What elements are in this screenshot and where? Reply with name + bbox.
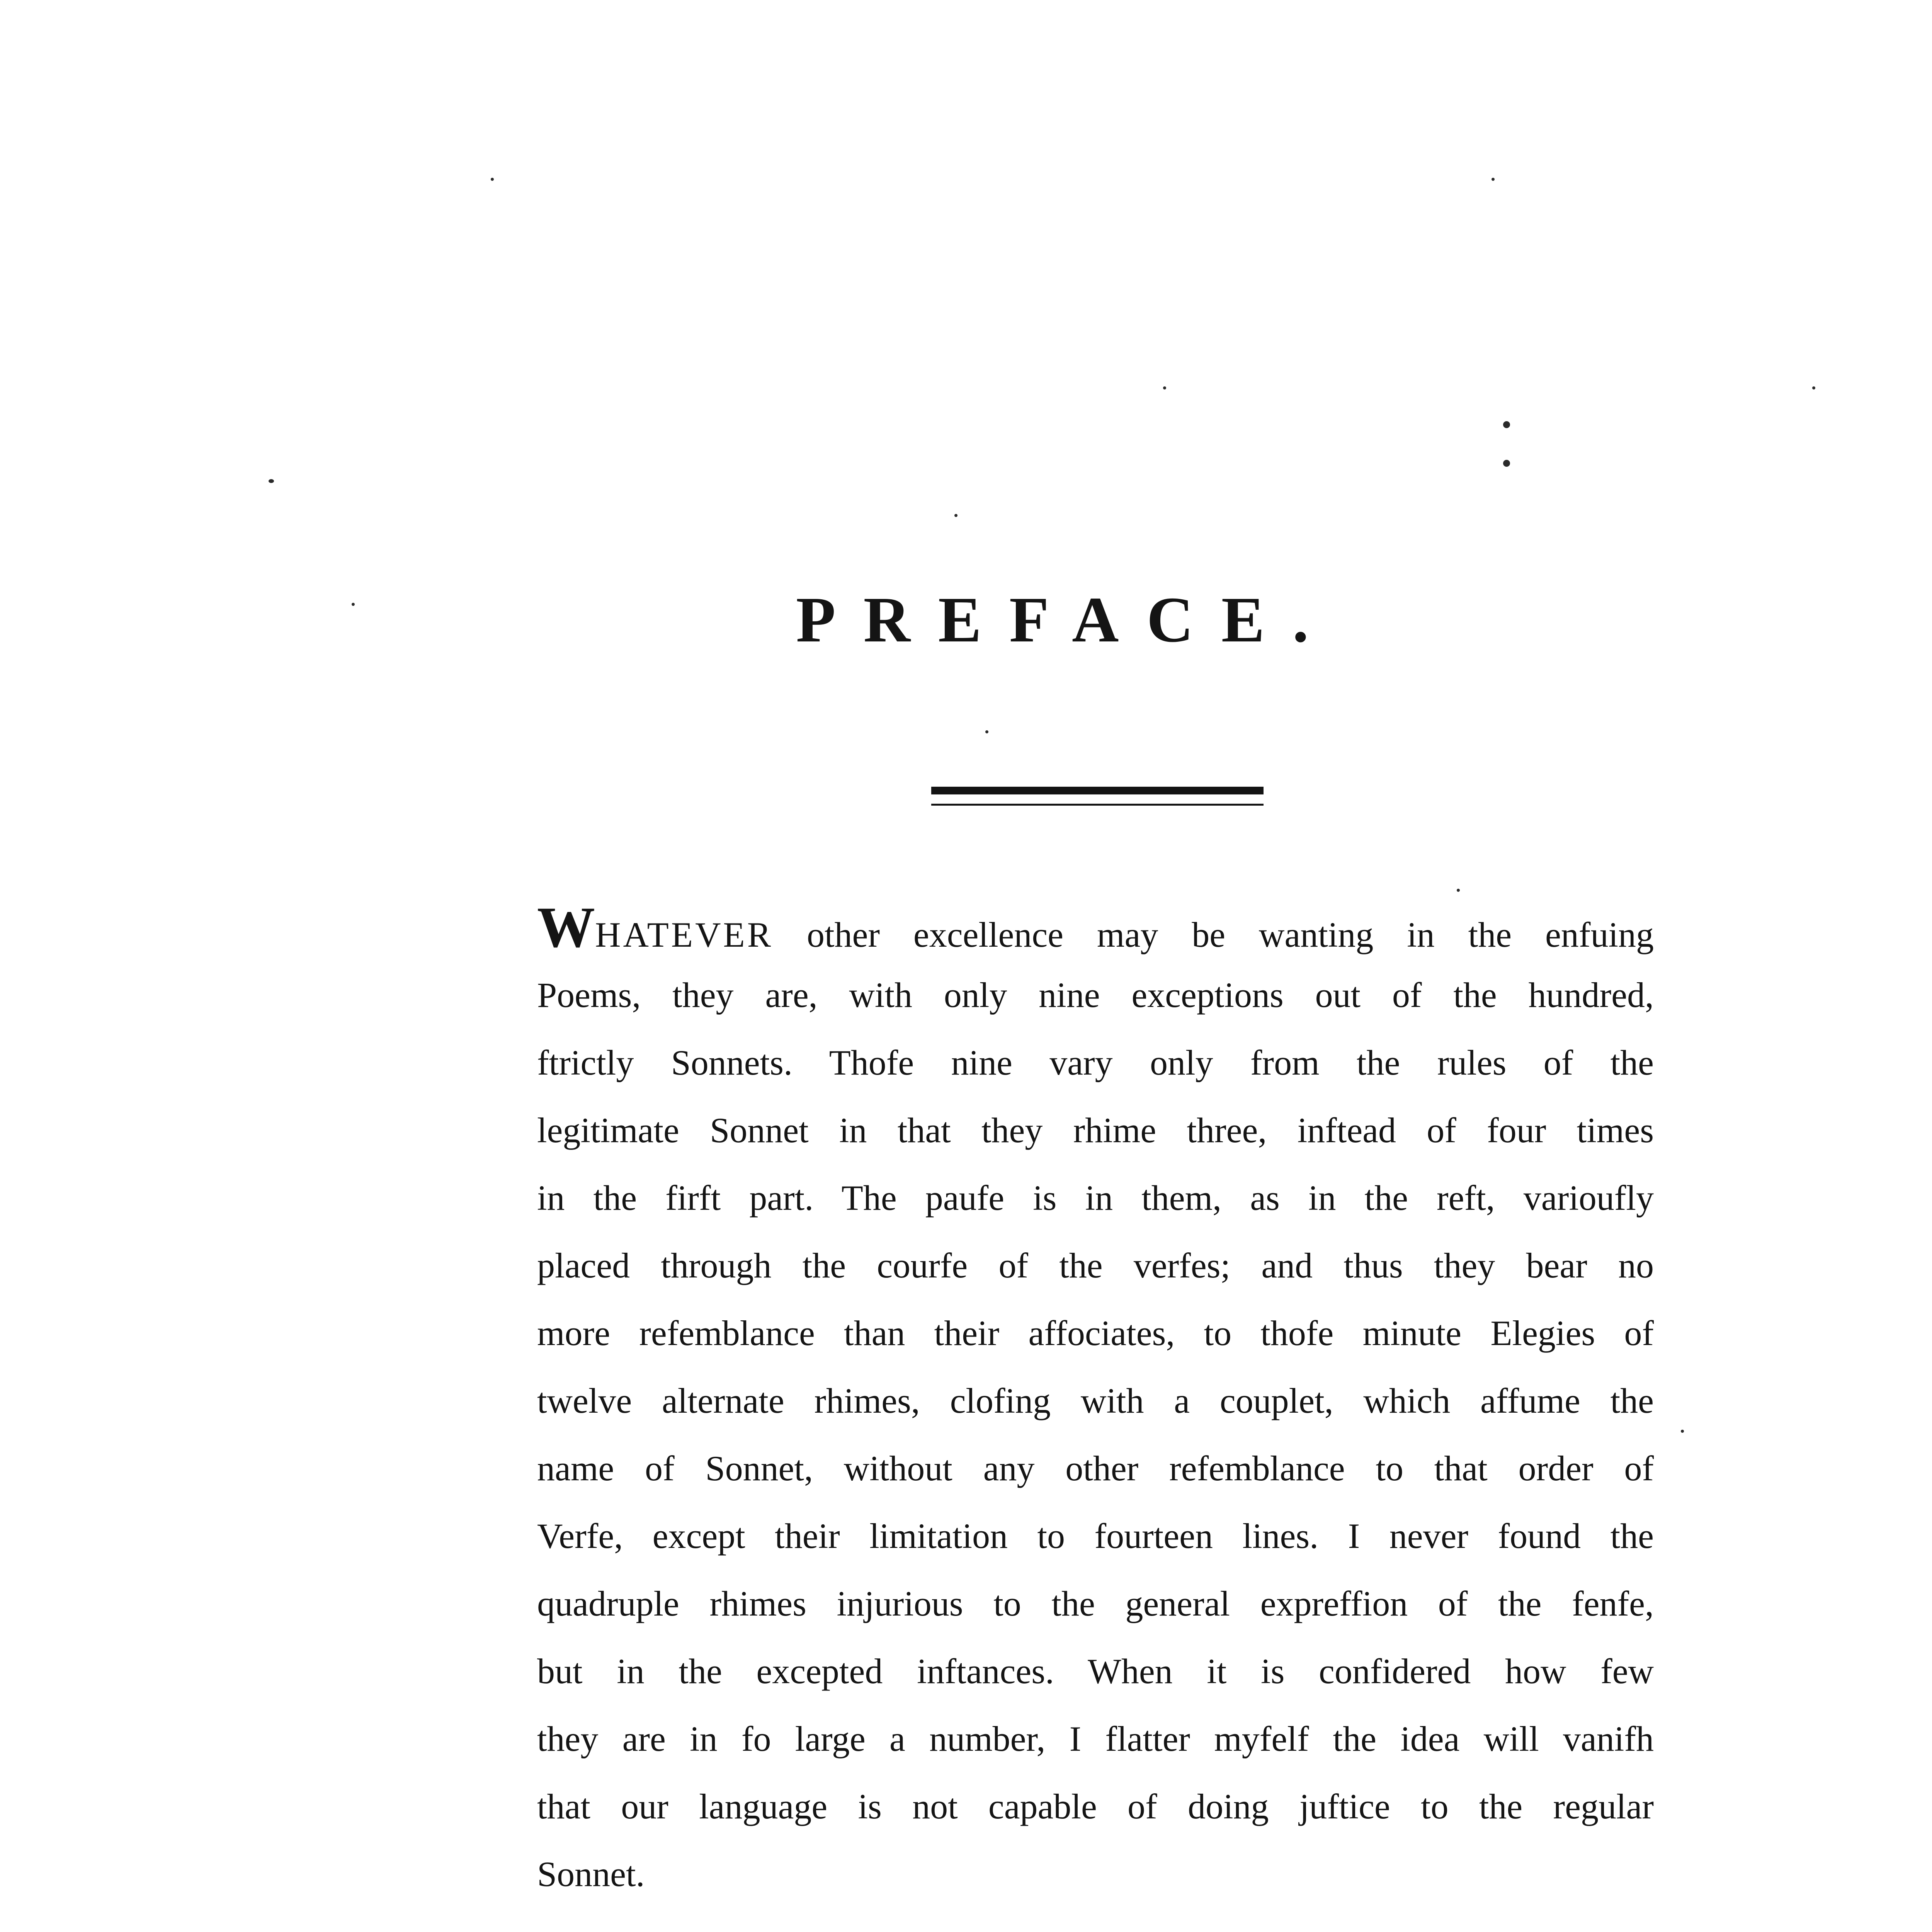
- paragraph-line: legitimate Sonnet in that they rhime three, inftead of four times: [537, 1111, 1654, 1150]
- paper-speck: [269, 479, 274, 483]
- paper-speck: [1812, 386, 1815, 389]
- paragraph-line: more refemblance than their affociates, to thofe minute Elegies of: [537, 1313, 1654, 1353]
- paragraph-line: in the firft part. The paufe is in them, as in the reft, varioufly: [537, 1178, 1654, 1218]
- paragraph-line: Sonnet.: [537, 1854, 645, 1894]
- paper-speck: [985, 730, 988, 733]
- paper-speck: [352, 603, 355, 606]
- opening-word: HATEVER: [595, 915, 774, 954]
- page-heading: PREFACE.: [796, 584, 1337, 656]
- paragraph-line: that our language is not capable of doing juftice to the regular: [537, 1787, 1654, 1826]
- paper-speck: [1492, 178, 1495, 181]
- paragraph-line: quadruple rhimes injurious to the general expreffion of the fenfe,: [537, 1584, 1654, 1623]
- paper-speck: [1681, 1430, 1684, 1433]
- line-text: other excellence may be wanting in the enfuing: [773, 915, 1654, 954]
- heading-rule-thick: [931, 787, 1264, 794]
- paper-speck: [1503, 421, 1510, 428]
- paragraph-line: but in the excepted inftances. When it is confidered how few: [537, 1651, 1654, 1691]
- paper-speck: [1163, 386, 1166, 389]
- paragraph-line: ftrictly Sonnets. Thofe nine vary only from the rules of the: [537, 1043, 1654, 1082]
- heading-rule-thin: [931, 804, 1264, 806]
- paragraph-line: placed through the courfe of the verfes; and thus they bear no: [537, 1246, 1654, 1285]
- paper-speck: [491, 178, 494, 181]
- paper-speck: [1503, 460, 1510, 467]
- paper-speck: [1457, 889, 1460, 892]
- paper-speck: [954, 514, 957, 517]
- paragraph-line: Poems, they are, with only nine exceptions out of the hundred,: [537, 975, 1654, 1015]
- paragraph-line: twelve alternate rhimes, clofing with a couplet, which affume the: [537, 1381, 1654, 1420]
- paragraph-line: they are in fo large a number, I flatter myfelf the idea will vanifh: [537, 1719, 1654, 1759]
- drop-cap: W: [537, 895, 595, 959]
- paragraph-line: [537, 895, 1654, 959]
- paragraph-line: name of Sonnet, without any other refemblance to that order of: [537, 1449, 1654, 1488]
- paragraph-line: Verfe, except their limitation to fourteen lines. I never found the: [537, 1516, 1654, 1556]
